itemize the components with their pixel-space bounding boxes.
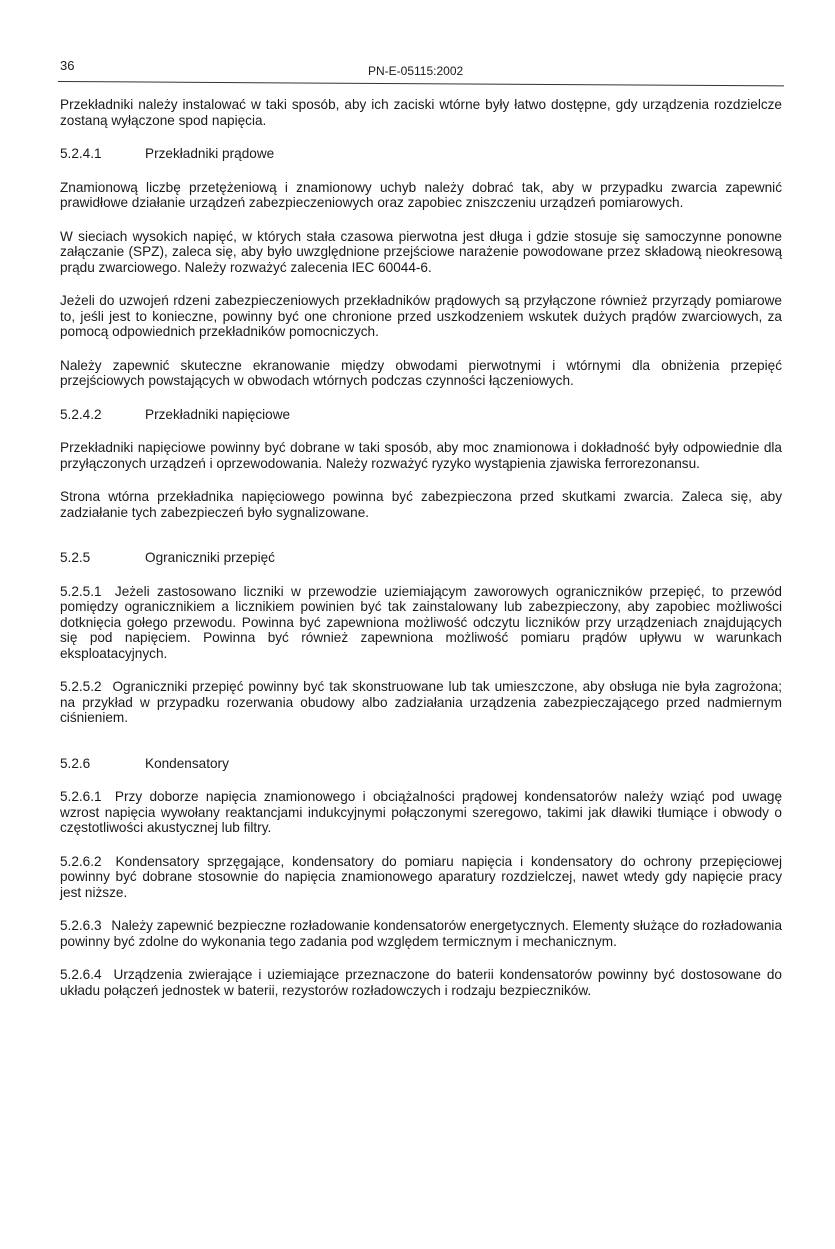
paragraph: Strona wtórna przekładnika napięciowego powinna być zabezpieczona przed skutkami zwarcia. Zaleca się, aby zadziałanie tych zabezpieczeń było sygnalizowane. (60, 489, 782, 520)
section-title: Ograniczniki przepięć (145, 550, 275, 565)
section-heading-525 (60, 550, 782, 566)
paragraph: W sieciach wysokich napięć, w których stała czasowa pierwotna jest długa i gdzie stosuje się samoczynne ponowne załączanie (SPZ), zaleca się, aby było uwzględnione przejściowe narażenie powodowane przez składową nieokresową prądu zwarciowego. Należy rozważyć zalecenia IEC 60044-6. (60, 228, 782, 275)
paragraph-number: 5.2.5.1 (60, 583, 102, 599)
page-number: 36 (60, 58, 75, 73)
paragraph-text: Jeżeli zastosowano liczniki w przewodzie uziemiającym zaworowych ograniczników przepięć, to przewód pomiędzy ogranicznikiem a licznikiem powinien być tak zainstalowany lub zabezpieczony, aby zapobiec możliwości dotknięcia gołego przewodu. Powinna być zapewniona możliwość odczytu liczników przy urządzeniach znajdujących się pod napięciem. Powinna być również zapewniona możliwość pomiaru prądów upływu w warunkach eksploatacyjnych. (60, 583, 782, 661)
paragraph-text: Kondensatory sprzęgające, kondensatory do pomiaru napięcia i kondensatory do ochrony przepięciowej powinny być dobrane stosownie do napięcia znamionowego aparatury rozdzielczej, nawet wtedy gdy napięcie pracy jest niższe. (60, 853, 782, 900)
document-body (60, 97, 782, 1016)
paragraph: Przekładniki napięciowe powinny być dobrane w taki sposób, aby moc znamionowa i dokładność były odpowiednie dla przyłączonych urządzeń i oprzewodowania. Należy rozważyć ryzyko wystąpienia zjawiska ferrorezonansu. (60, 440, 782, 471)
section-number: 5.2.4.2 (60, 406, 102, 422)
intro-paragraph: Przekładniki należy instalować w taki sposób, aby ich zaciski wtórne były łatwo dostępne, gdy urządzenia rozdzielcze zostaną wyłączone spod napięcia. (60, 97, 782, 128)
paragraph-number: 5.2.6.1 (60, 789, 102, 804)
section-title: Przekładniki napięciowe (145, 406, 291, 422)
numbered-paragraph (60, 679, 782, 726)
paragraph-text: Przy doborze napięcia znamionowego i obciążalności prądowej kondensatorów należy wziąć pod uwagę wzrost napięcia wywołany reaktancjami indukcyjnymi połączonymi szeregowo, takimi jak dławiki tłumiące i obwody o częstotliwości akustycznej lub filtry. (60, 789, 782, 835)
paragraph: Znamionową liczbę przetężeniową i znamionowy uchyb należy dobrać tak, aby w przypadku zwarcia zapewnić prawidłowe działanie urządzeń zabezpieczeniowych oraz zapobiec zniszczeniu urządzeń pomiarowych. (60, 179, 782, 210)
section-heading-5241 (60, 146, 782, 162)
section-heading-526 (60, 756, 782, 772)
section-number: 5.2.6 (60, 755, 91, 771)
paragraph-text: Należy zapewnić bezpieczne rozładowanie kondensatorów energetycznych. Elementy służące do rozładowania powinny być zdolne do wykonania tego zadania pod względem termicznym i mechanicznym. (60, 918, 783, 949)
numbered-paragraph (60, 789, 782, 836)
paragraph-number: 5.2.6.4 (60, 967, 102, 982)
numbered-paragraph (60, 918, 782, 949)
document-code: PN-E-05115:2002 (368, 64, 464, 78)
section-heading-5242 (60, 407, 782, 423)
paragraph-number: 5.2.6.2 (60, 853, 102, 869)
paragraph-number: 5.2.5.2 (60, 679, 102, 694)
paragraph: Należy zapewnić skuteczne ekranowanie między obwodami pierwotnymi i wtórnymi dla obniżenia przepięć przejściowych powstających w obwodach wtórnych podczas czynności łączeniowych. (60, 357, 782, 388)
paragraph-text: Ograniczniki przepięć powinny być tak skonstruowane lub tak umieszczone, aby obsługa nie była zagrożona; na przykład w przypadku rozerwania obudowy albo zadziałania urządzenia zabezpieczającego przed nadmiernym ciśnieniem. (60, 679, 782, 725)
paragraph: Jeżeli do uzwojeń rdzeni zabezpieczeniowych przekładników prądowych są przyłączone również przyrządy pomiarowe to, jeśli jest to konieczne, powinny być one chronione przed uszkodzeniem wskutek dużych prądów zwarciowych, za pomocą odpowiednich przekładników pomocniczych. (60, 293, 782, 339)
section-title: Przekładniki prądowe (145, 146, 275, 161)
numbered-paragraph (60, 967, 782, 998)
section-title: Kondensatory (145, 755, 229, 771)
numbered-paragraph (60, 854, 782, 901)
section-number: 5.2.5 (60, 550, 91, 565)
header-rule (58, 81, 784, 86)
section-number: 5.2.4.1 (60, 146, 102, 161)
paragraph-text: Urządzenia zwierające i uziemiające przeznaczone do baterii kondensatorów powinny być dostosowane do układu połączeń jednostek w baterii, rezystorów rozładowczych i rodzaju bezpieczników. (60, 967, 782, 998)
numbered-paragraph (60, 584, 782, 662)
paragraph-number: 5.2.6.3 (60, 918, 102, 933)
